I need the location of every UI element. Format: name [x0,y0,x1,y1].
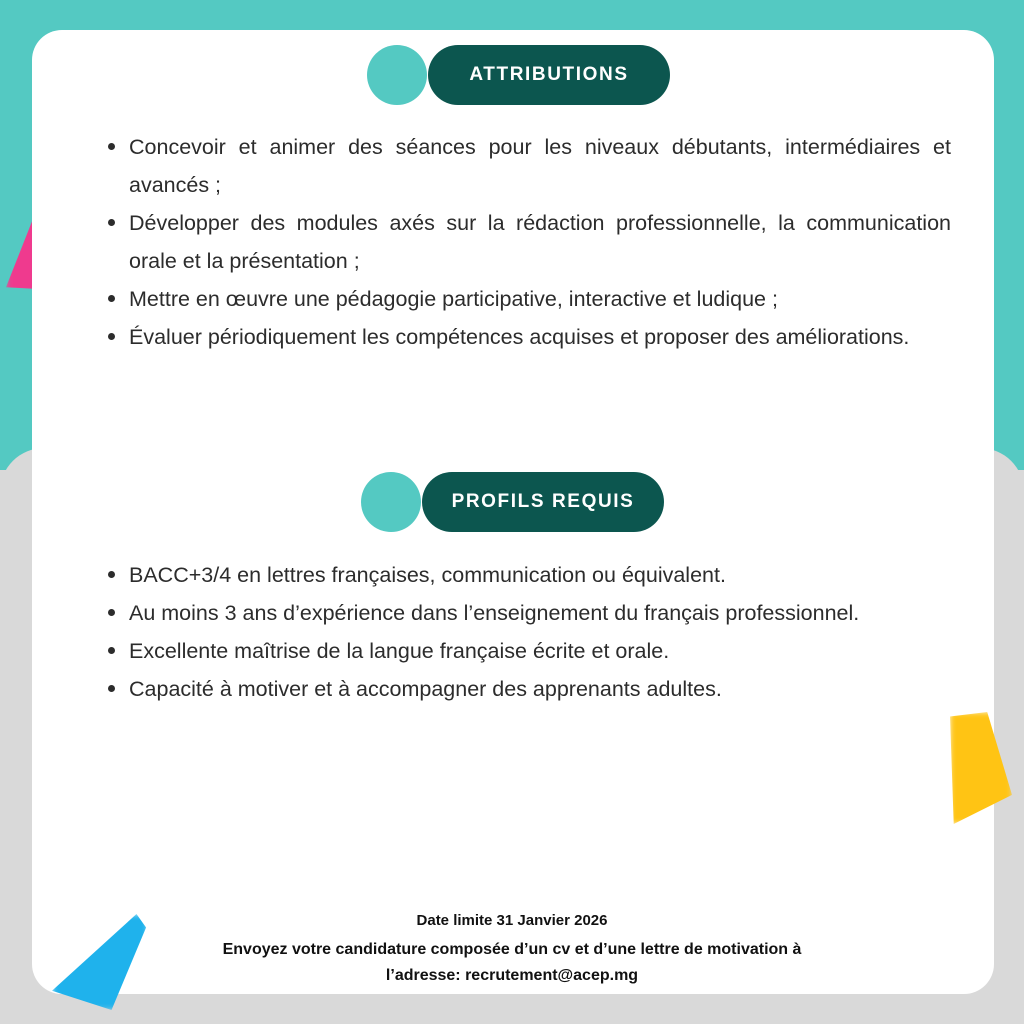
profils-list [100,556,951,708]
application-line-1: Envoyez votre candidature composée d’un cv et d’une lettre de motivation à [222,941,802,958]
list-item: Capacité à motiver et à accompagner des apprenants adultes. [100,670,951,708]
list-item: Concevoir et animer des séances pour les niveaux débutants, intermédiaires et avancés ; [100,128,951,204]
deadline-text: Date limite 31 Janvier 2026 [416,912,608,929]
profils-heading [361,472,664,532]
attributions-title: ATTRIBUTIONS [428,45,670,105]
profils-title: PROFILS REQUIS [422,472,664,532]
heading-dot-icon [361,472,421,532]
list-item: Évaluer périodiquement les compétences acquises et proposer des améliorations. [100,318,951,356]
application-instructions [140,937,884,989]
attributions-heading [367,45,670,105]
attributions-list [100,128,951,356]
list-item: Au moins 3 ans d’expérience dans l’enseignement du français professionnel. [100,594,951,632]
application-line-2: l’adresse: recrutement@acep.mg [385,967,639,984]
list-item: BACC+3/4 en lettres françaises, communication ou équivalent. [100,556,951,594]
list-item: Excellente maîtrise de la langue française écrite et orale. [100,632,951,670]
heading-dot-icon [367,45,427,105]
list-item: Mettre en œuvre une pédagogie participative, interactive et ludique ; [100,280,951,318]
list-item: Développer des modules axés sur la rédaction professionnelle, la communication orale et la présentation ; [100,204,951,280]
